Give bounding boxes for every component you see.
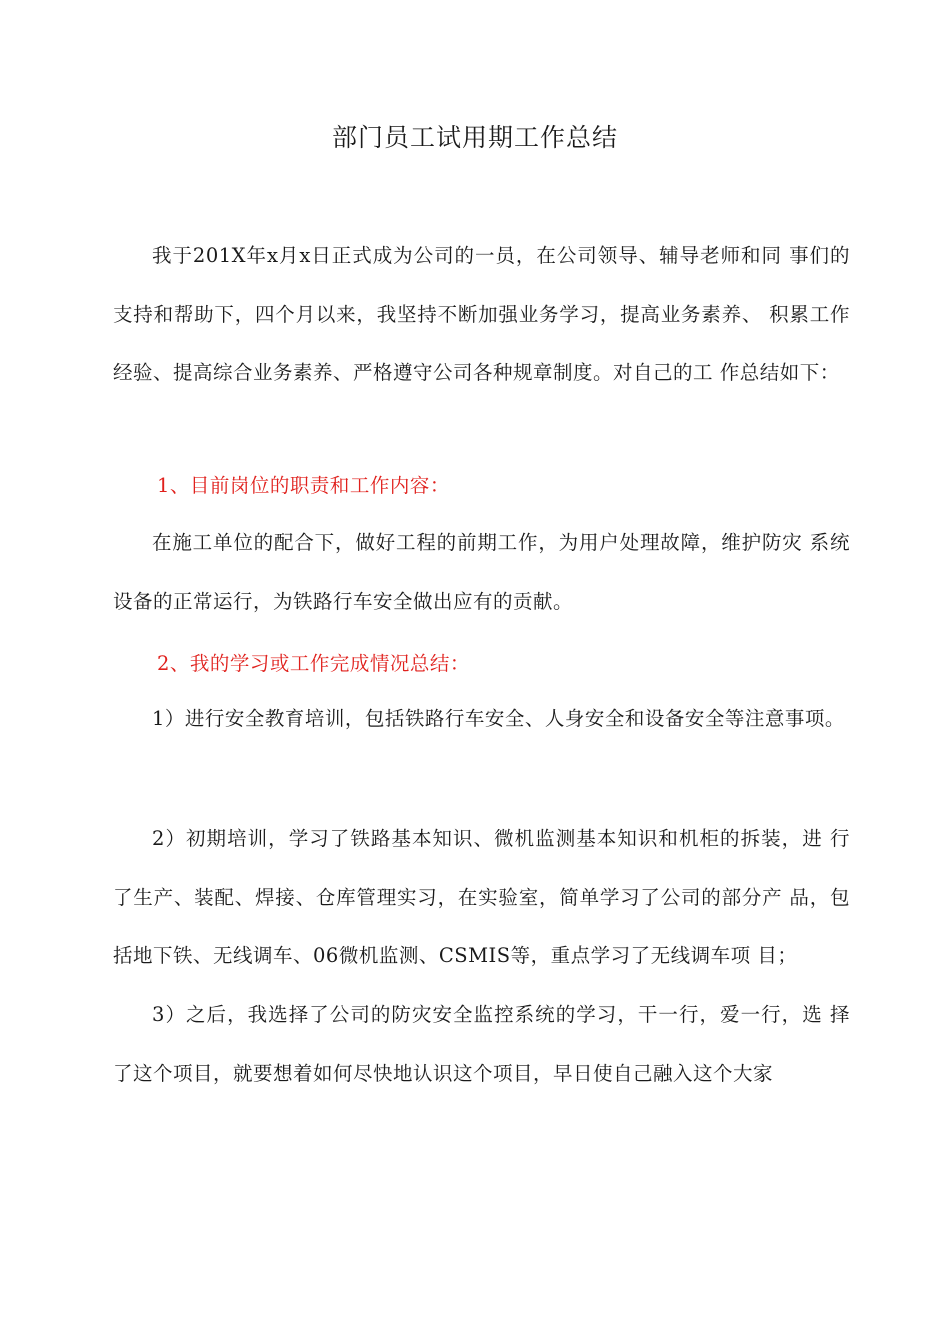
duties-paragraph: 在施工单位的配合下，做好工程的前期工作，为用户处理故障，维护防灾 系统设备的正常运行，为铁路行车安全做出应有的贡献。 <box>113 531 850 613</box>
section-heading-summary: 2、我的学习或工作完成情况总结： <box>157 652 470 675</box>
document-title: 部门员工试用期工作总结 <box>331 123 618 152</box>
summary-item-1: 1）进行安全教育培训，包括铁路行车安全、人身安全和设备安全等注意事项。 <box>152 707 845 730</box>
summary-item-2: 2）初期培训，学习了铁路基本知识、微机监测基本知识和机柜的拆装，进 行了生产、装配、焊接、仓库管理实习，在实验室，简单学习了公司的部分产 品，包括地下铁、无线调车、06微机监测、CSMIS等，重点学习了无线调车项 目； <box>113 827 850 967</box>
section-heading-duties: 1、目前岗位的职责和工作内容： <box>157 474 450 497</box>
intro-paragraph: 我于201X年x月x日正式成为公司的一员，在公司领导、辅导老师和同 事们的支持和帮助下，四个月以来，我坚持不断加强业务学习，提高业务素养、 积累工作经验、提高综合业务素养、严格遵守公司各种规章制度。对自己的工 作总结如下： <box>113 244 850 384</box>
summary-item-3: 3）之后，我选择了公司的防灾安全监控系统的学习，干一行，爱一行，选 择了这个项目，就要想着如何尽快地认识这个项目，早日使自己融入这个大家 <box>113 1003 850 1085</box>
